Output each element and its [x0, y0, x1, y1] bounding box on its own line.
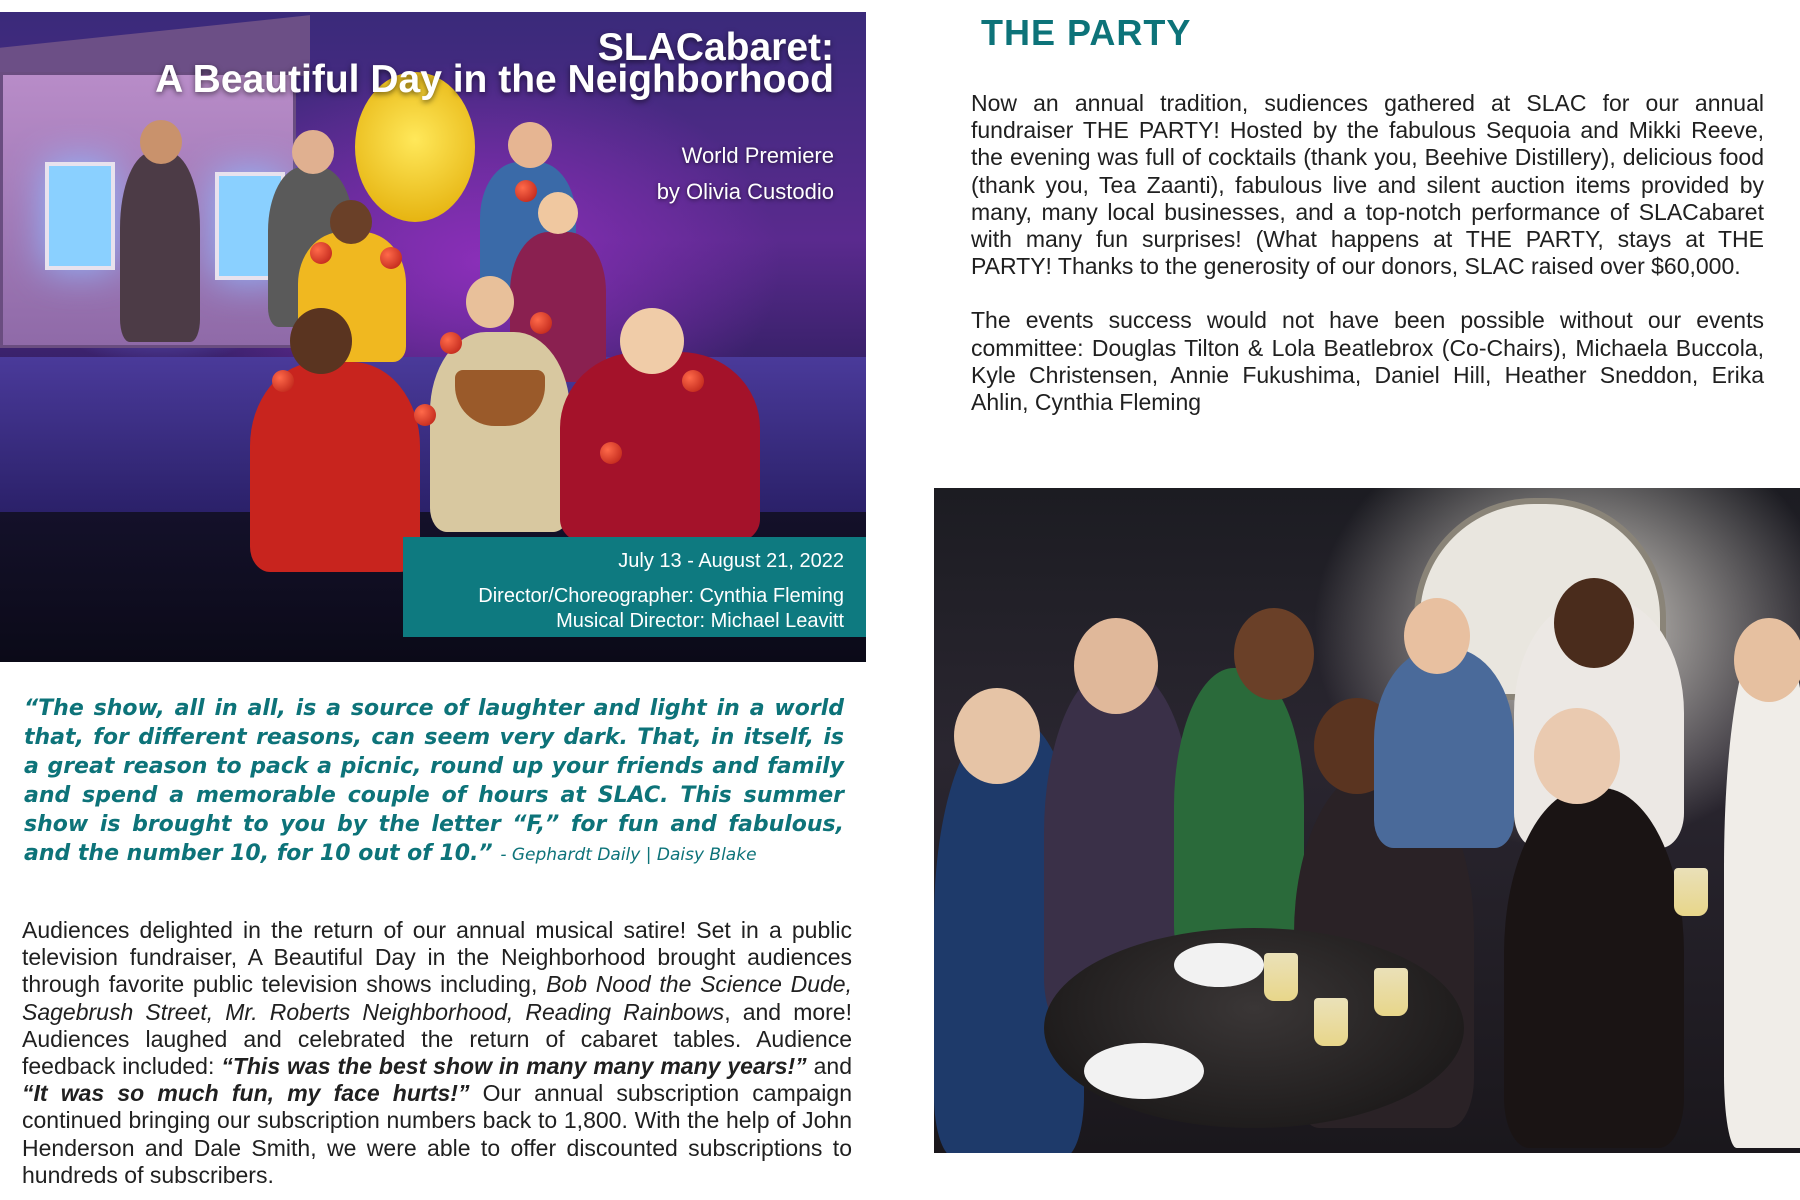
show-body-text-3: Our annual subscription campaign continued bringing our subscription numbers back to 1,800. With the help of John Henderson and Dale Smith, we were able to offer discounted subscriptions to hundreds of subscribers. — [22, 1080, 852, 1188]
cast-member-sequin — [560, 352, 760, 542]
apple — [380, 247, 402, 269]
plate — [1174, 943, 1264, 987]
set-window-left — [45, 162, 115, 270]
apple — [682, 370, 704, 392]
plate — [1084, 1043, 1204, 1099]
guest — [1374, 648, 1514, 848]
show-subtitle — [657, 138, 834, 210]
party-photo — [934, 488, 1800, 1153]
party-paragraph-1: Now an annual tradition, sudiences gathered at SLAC for our annual fundraiser THE PARTY! Hosted by the fabulous Sequoia and Mikki Reeve, the evening was full of cocktails (thank you, Beehive Distillery), delicious food (thank you, Tea Zaanti), fabulous live and silent auction items provided by many, many local businesses, and a top-notch performance of SLACabaret with many fun surprises! (What happens at THE PARTY, stays at THE PARTY! Thanks to the generosity of our donors, SLAC raised over $60,000. — [971, 90, 1764, 280]
guest-face — [1734, 618, 1800, 702]
quote-text: “The show, all in all, is a source of laughter and light in a world that, for different reasons, can seem very dark. That, in itself, is a great reason to pack a picnic, round up your friends and family and spend a memorable couple of hours at SLAC. This summer show is brought to you by the letter “F,” for fun and fabulous, and the number 10, for 10 out of 10.” — [24, 696, 844, 866]
show-description — [22, 917, 852, 1189]
cast-head — [330, 200, 372, 244]
cast-head — [466, 276, 514, 328]
cast-head — [292, 130, 334, 174]
guest-face — [1554, 578, 1634, 668]
press-quote — [24, 694, 844, 870]
guest — [1724, 628, 1800, 1148]
guest-face — [1234, 608, 1314, 700]
apple — [600, 442, 622, 464]
cast-head — [290, 308, 352, 374]
show-premiere: World Premiere — [681, 143, 834, 168]
show-title-line2: A Beautiful Day in the Neighborhood — [155, 58, 834, 101]
cast-member-red-shirt — [250, 362, 420, 572]
guest-face — [1404, 598, 1470, 674]
apple — [515, 180, 537, 202]
show-title-line1: SLACabaret: — [597, 26, 834, 69]
apple — [272, 370, 294, 392]
guest-face — [1534, 708, 1620, 804]
drink-cup — [1264, 953, 1298, 1001]
feedback-quote-1: “This was the best show in many many many years!” — [221, 1053, 807, 1080]
cast-head — [508, 122, 552, 168]
drink-cup — [1374, 968, 1408, 1016]
apple — [440, 332, 462, 354]
party-heading: THE PARTY — [981, 12, 1192, 53]
drink-cup — [1674, 868, 1708, 916]
apple — [530, 312, 552, 334]
show-director: Director/Choreographer: Cynthia Fleming — [478, 585, 844, 607]
cast-head — [140, 120, 182, 164]
party-description — [971, 90, 1764, 443]
show-author: by Olivia Custodio — [656, 179, 834, 204]
cast-head — [538, 192, 578, 234]
show-music-director: Musical Director: Michael Leavitt — [556, 610, 844, 632]
apple — [310, 242, 332, 264]
guest — [1174, 668, 1304, 968]
quote-source: - Gephardt Daily | Daisy Blake — [500, 845, 757, 865]
party-paragraph-2: The events success would not have been possible without our events committee: Douglas Tilton & Lola Beatlebrox (Co-Chairs), Michaela Buccola, Kyle Christensen, Annie Fukushima, Daniel Hill, Heather Sneddon, Erika Ahlin, Cynthia Fleming — [971, 307, 1764, 416]
show-production-photo — [0, 12, 866, 662]
show-body-and: and — [806, 1053, 852, 1080]
guest-face — [954, 688, 1040, 784]
cast-head — [620, 308, 684, 374]
cast-member-apron — [430, 332, 570, 532]
guest-face — [1074, 618, 1158, 714]
drink-cup — [1314, 998, 1348, 1046]
show-title — [155, 26, 834, 101]
cast-member-saxophone — [120, 152, 200, 342]
show-list: Bob Nood the Science Dude, Sagebrush Street, Mr. Roberts Neighborhood, Reading Rainbows — [22, 971, 852, 1025]
show-credits-box — [403, 537, 866, 637]
show-body-text-1: Audiences delighted in the return of our annual musical satire! Set in a public television fundraiser, A Beautiful Day in the Neighborhood brought audiences through favorite public television shows including, — [22, 917, 852, 998]
show-dates: July 13 - August 21, 2022 — [618, 550, 844, 572]
show-body-text-2: , and more! Audiences laughed and celebrated the return of cabaret tables. Audience feedback included: — [22, 998, 852, 1080]
feedback-quote-2: “It was so much fun, my face hurts!” — [22, 1080, 470, 1107]
guest — [1504, 788, 1684, 1148]
apple — [414, 404, 436, 426]
